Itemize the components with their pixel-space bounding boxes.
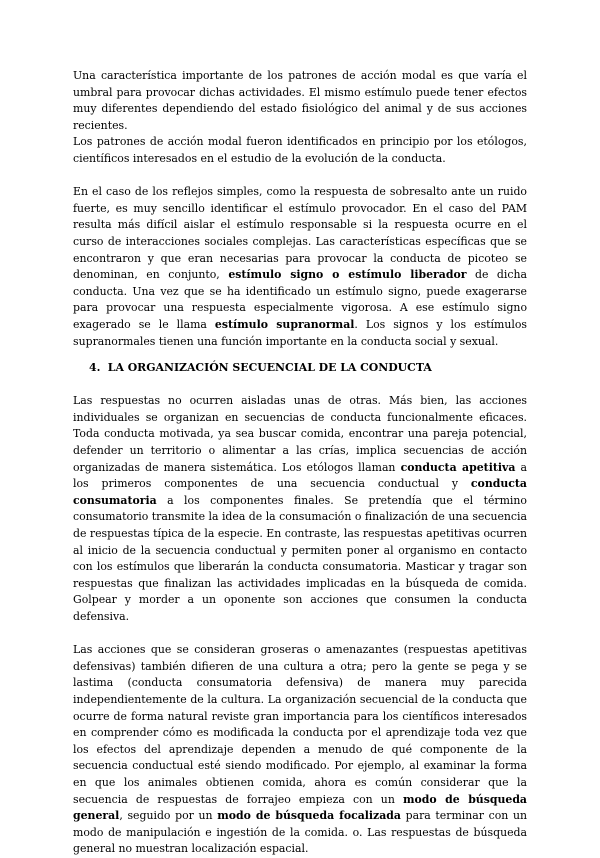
text-run: Las respuestas no ocurren aisladas unas de otras. Más bien, las acciones individuales se organizan en secuencias de conducta funcionalmente eficaces. Toda conducta motivada, ya sea buscar comida, encontrar una pareja potencial, defender un territorio o alimentar a las crías, implica secuencias de acción organizadas de manera sistemática. Los etólogos llaman [73,394,527,474]
text-run: , seguido por un [119,809,218,823]
term-busqueda-general: modo de búsqueda general [73,792,527,823]
term-estimulo-supranormal: estímulo supranormal [214,317,355,331]
text-run: . Los signos y los estímulos supranormales tienen una función importante en la conducta social y sexual. [73,317,527,348]
spacer [73,626,527,643]
spacer [73,350,527,360]
section-title: LA ORGANIZACIÓN SECUENCIAL DE LA CONDUCTA [107,361,432,375]
paragraph-estimulo-signo [73,184,527,350]
document-page [73,68,527,858]
section-number: 4. [89,361,101,375]
term-conducta-apetitiva: conducta apetitiva [400,460,516,474]
paragraph-umbral: Una característica importante de los patrones de acción modal es que varía el umbral para provocar dichas actividades. El mismo estímulo puede tener efectos muy diferentes dependiendo del estado fisiológico del animal y de sus acciones recientes. [73,69,527,132]
spacer [73,377,527,394]
term-conducta-consumatoria: conducta consumatoria [73,477,527,507]
paragraph-secuencias [73,393,527,625]
section-heading [73,360,527,377]
text-run: a los primeros componentes de una secuencia conductual y [73,460,527,491]
paragraph-etologos: Los patrones de acción modal fueron identificados en principio por los etólogos, científicos interesados en el estudio de la evolución de la conducta. [73,135,527,165]
text-run: a los componentes finales. Se pretendía que el término consumatorio transmite la idea de la consumación o finalización de una secuencia de respuestas típica de la especie. En contraste, las respuestas apetitivas ocurren al inicio de la secuencia conductual y permiten poner al organismo en contacto con los estímulos que liberarán la conducta consumatoria. Masticar y tragar son respuestas que finalizan las actividades implicadas en la búsqueda de comida. Golpear y morder a un oponente son acciones que consumen la conducta defensiva. [73,493,527,623]
term-busqueda-focalizada: modo de búsqueda focalizada [217,809,401,823]
term-estimulo-signo: estímulo signo o estímulo liberador [228,268,467,282]
paragraph-cultura [73,642,527,858]
text-run: Las acciones que se consideran groseras o amenazantes (respuestas apetitivas defensivas) también difieren de una cultura a otra; pero la gente se pega y se lastima (conducta consumatoria defensiva) de manera muy parecida independientemente de la cultura. La organización secuencial de la conducta que ocurre de forma natural reviste gran importancia para los científicos interesados en comprender cómo es modificada la conducta por el aprendizaje toda vez que los efectos del aprendizaje dependen a menudo de qué componente de la secuencia conductual esté siendo modificado. Por ejemplo, al examinar la forma en que los animales obtienen comida, ahora es común considerar que la secuencia de respuestas de forrajeo empieza con un [73,643,527,806]
spacer [73,168,527,185]
text-run: para terminar con un modo de manipulación e ingestión de la comida. o. Las respuestas de búsqueda general no muestran localización espacial. [73,809,527,856]
text-run: de dicha conducta. Una vez que se ha identificado un estímulo signo, puede exagerarse para provocar una respuesta especialmente vigorosa. A ese estímulo signo exagerado se le llama [73,268,527,331]
text-run: En el caso de los reflejos simples, como la respuesta de sobresalto ante un ruido fuerte, es muy sencillo identificar el estímulo provocador. En el caso del PAM resulta más difícil aislar el estímulo responsable si la respuesta ocurre en el curso de interacciones sociales complejas. Las características específicas que se encontraron y que eran necesarias para provocar la conducta de picoteo se denominan, en conjunto, [73,185,527,282]
